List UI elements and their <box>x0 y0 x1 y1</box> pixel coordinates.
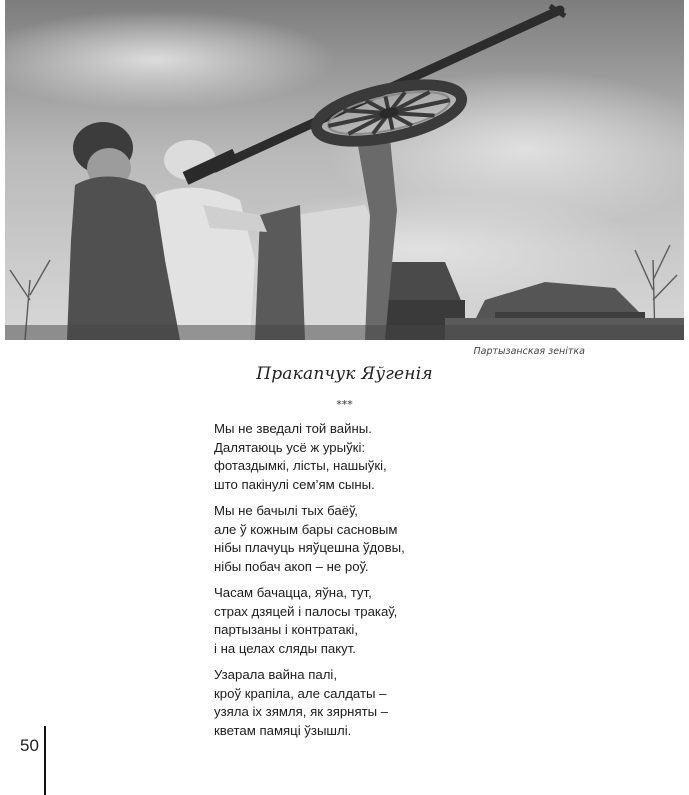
poem-line: Узарала вайна палі, <box>214 667 337 682</box>
poem-line: фотаздымкі, лісты, нашыўкі, <box>214 458 387 473</box>
stanza <box>214 420 534 494</box>
partisan-anti-aircraft-gun-image <box>5 0 684 340</box>
section-separator: *** <box>336 398 353 411</box>
archival-photo <box>5 0 684 340</box>
poem-line: партызаны і контратакі, <box>214 622 358 637</box>
photo-caption: Партызанская зенітка <box>473 346 585 357</box>
stanza <box>214 502 534 576</box>
poem-line: і на целах сляды пакут. <box>214 640 356 656</box>
poem-line: але ў кожным бары сасновым <box>214 521 398 537</box>
poem-line: нібы плачуць няўцешна ўдовы, <box>214 540 405 555</box>
poem-line: кветам памяці ўзышлі. <box>214 722 352 738</box>
stanza <box>214 584 534 658</box>
poem-line: нібы побач акоп – не роў. <box>214 558 369 574</box>
poem-line: кроў крапіла, але салдаты – <box>214 685 387 701</box>
poem-line: Мы не зведалі той вайны. <box>214 421 372 436</box>
poem-line: Мы не бачылі тых баёў, <box>214 503 358 518</box>
poem-line: што пакінулі сем’ям сыны. <box>214 476 375 492</box>
poem-line: страх дзяцей і палосы тракаў, <box>214 603 398 619</box>
poem <box>214 420 534 748</box>
author-name: Пракапчук Яўгенія <box>256 364 433 384</box>
stanza <box>214 666 534 740</box>
poem-line: Часам бачацца, яўна, тут, <box>214 585 372 600</box>
poem-line: Далятаюць усё ж урыўкі: <box>214 439 366 455</box>
page-number-rule <box>44 726 46 795</box>
page-number: 50 <box>20 736 39 755</box>
poem-line: узяла іх зямля, як зярняты – <box>214 704 389 719</box>
